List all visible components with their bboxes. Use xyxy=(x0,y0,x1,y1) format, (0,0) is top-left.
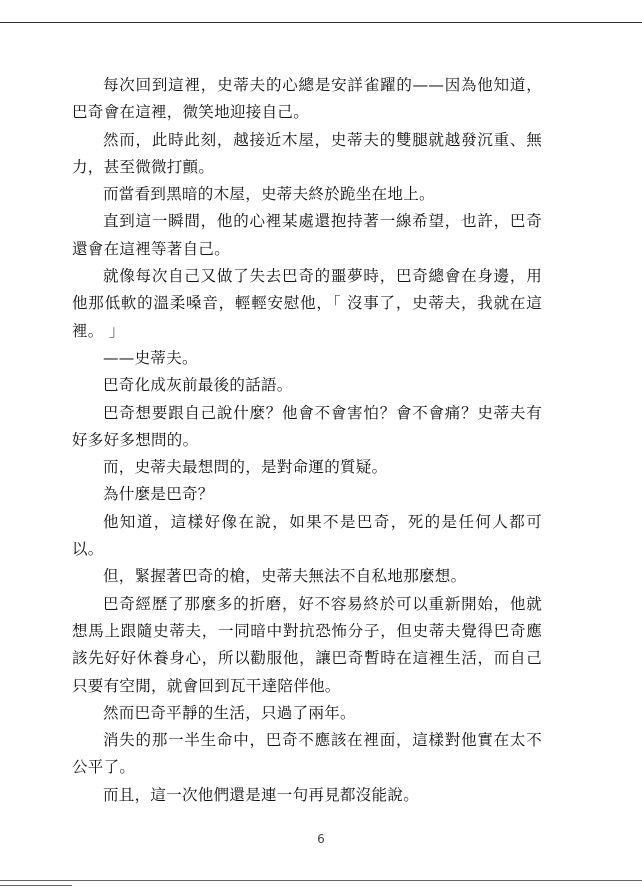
paragraph-15: 消失的那一半生命中，巴奇不應該在裡面，這樣對他實在太不公平了。 xyxy=(72,731,542,777)
paragraph-1: 每次回到這裡，史蒂夫的心總是安詳雀躍的——因為他知道，巴奇會在這裡，微笑地迎接自己。 xyxy=(72,76,542,122)
paragraph-5: 就像每次自己又做了失去巴奇的噩夢時，巴奇總會在身邊，用他那低軟的溫柔嗓音，輕輕安慰他，「 沒事了，史蒂夫，我就在這裡。 」 xyxy=(72,267,542,340)
paragraph-6: ——史蒂夫。 xyxy=(103,348,198,367)
page-number: 6 xyxy=(317,832,325,846)
paragraph-8: 巴奇想要跟自己說什麼？他會不會害怕？會不會痛？史蒂夫有好多好多想問的。 xyxy=(72,403,542,449)
paragraph-13: 巴奇經歷了那麼多的折磨，好不容易終於可以重新開始，他就想馬上跟隨史蒂夫，一同暗中對抗恐怖分子，但史蒂夫覺得巴奇應該先好好休養身心，所以勸服他，讓巴奇暫時在這裡生活，而自己只要有空閒，就會回到瓦干達陪伴他。 xyxy=(72,594,542,695)
paragraph-10: 為什麼是巴奇？ xyxy=(103,485,214,504)
paragraph-16: 而且，這一次他們還是連一句再見都沒能說。 xyxy=(103,785,420,804)
paragraph-14: 然而巴奇平靜的生活，只過了兩年。 xyxy=(103,703,356,722)
paragraph-11: 他知道，這樣好像在說，如果不是巴奇，死的是任何人都可以。 xyxy=(72,512,542,559)
paragraph-2: 然而，此時此刻，越接近木屋，史蒂夫的雙腿就越發沉重、無力，甚至微微打顫。 xyxy=(72,130,542,176)
paragraph-12: 但，緊握著巴奇的槍，史蒂夫無法不自私地那麼想。 xyxy=(103,567,467,586)
paragraph-4: 直到這一瞬間，他的心裡某處還抱持著一線希望，也許，巴奇還會在這裡等著自己。 xyxy=(72,212,542,258)
paragraph-9: 而，史蒂夫最想問的，是對命運的質疑。 xyxy=(103,458,388,477)
document-body xyxy=(72,72,542,809)
footer-rule xyxy=(0,880,642,881)
paragraph-7: 巴奇化成灰前最後的話語。 xyxy=(103,376,293,395)
footer-rule-stub xyxy=(0,885,72,886)
paragraph-3: 而當看到黑暗的木屋，史蒂夫終於跪坐在地上。 xyxy=(103,185,435,204)
header-rule xyxy=(0,22,642,23)
